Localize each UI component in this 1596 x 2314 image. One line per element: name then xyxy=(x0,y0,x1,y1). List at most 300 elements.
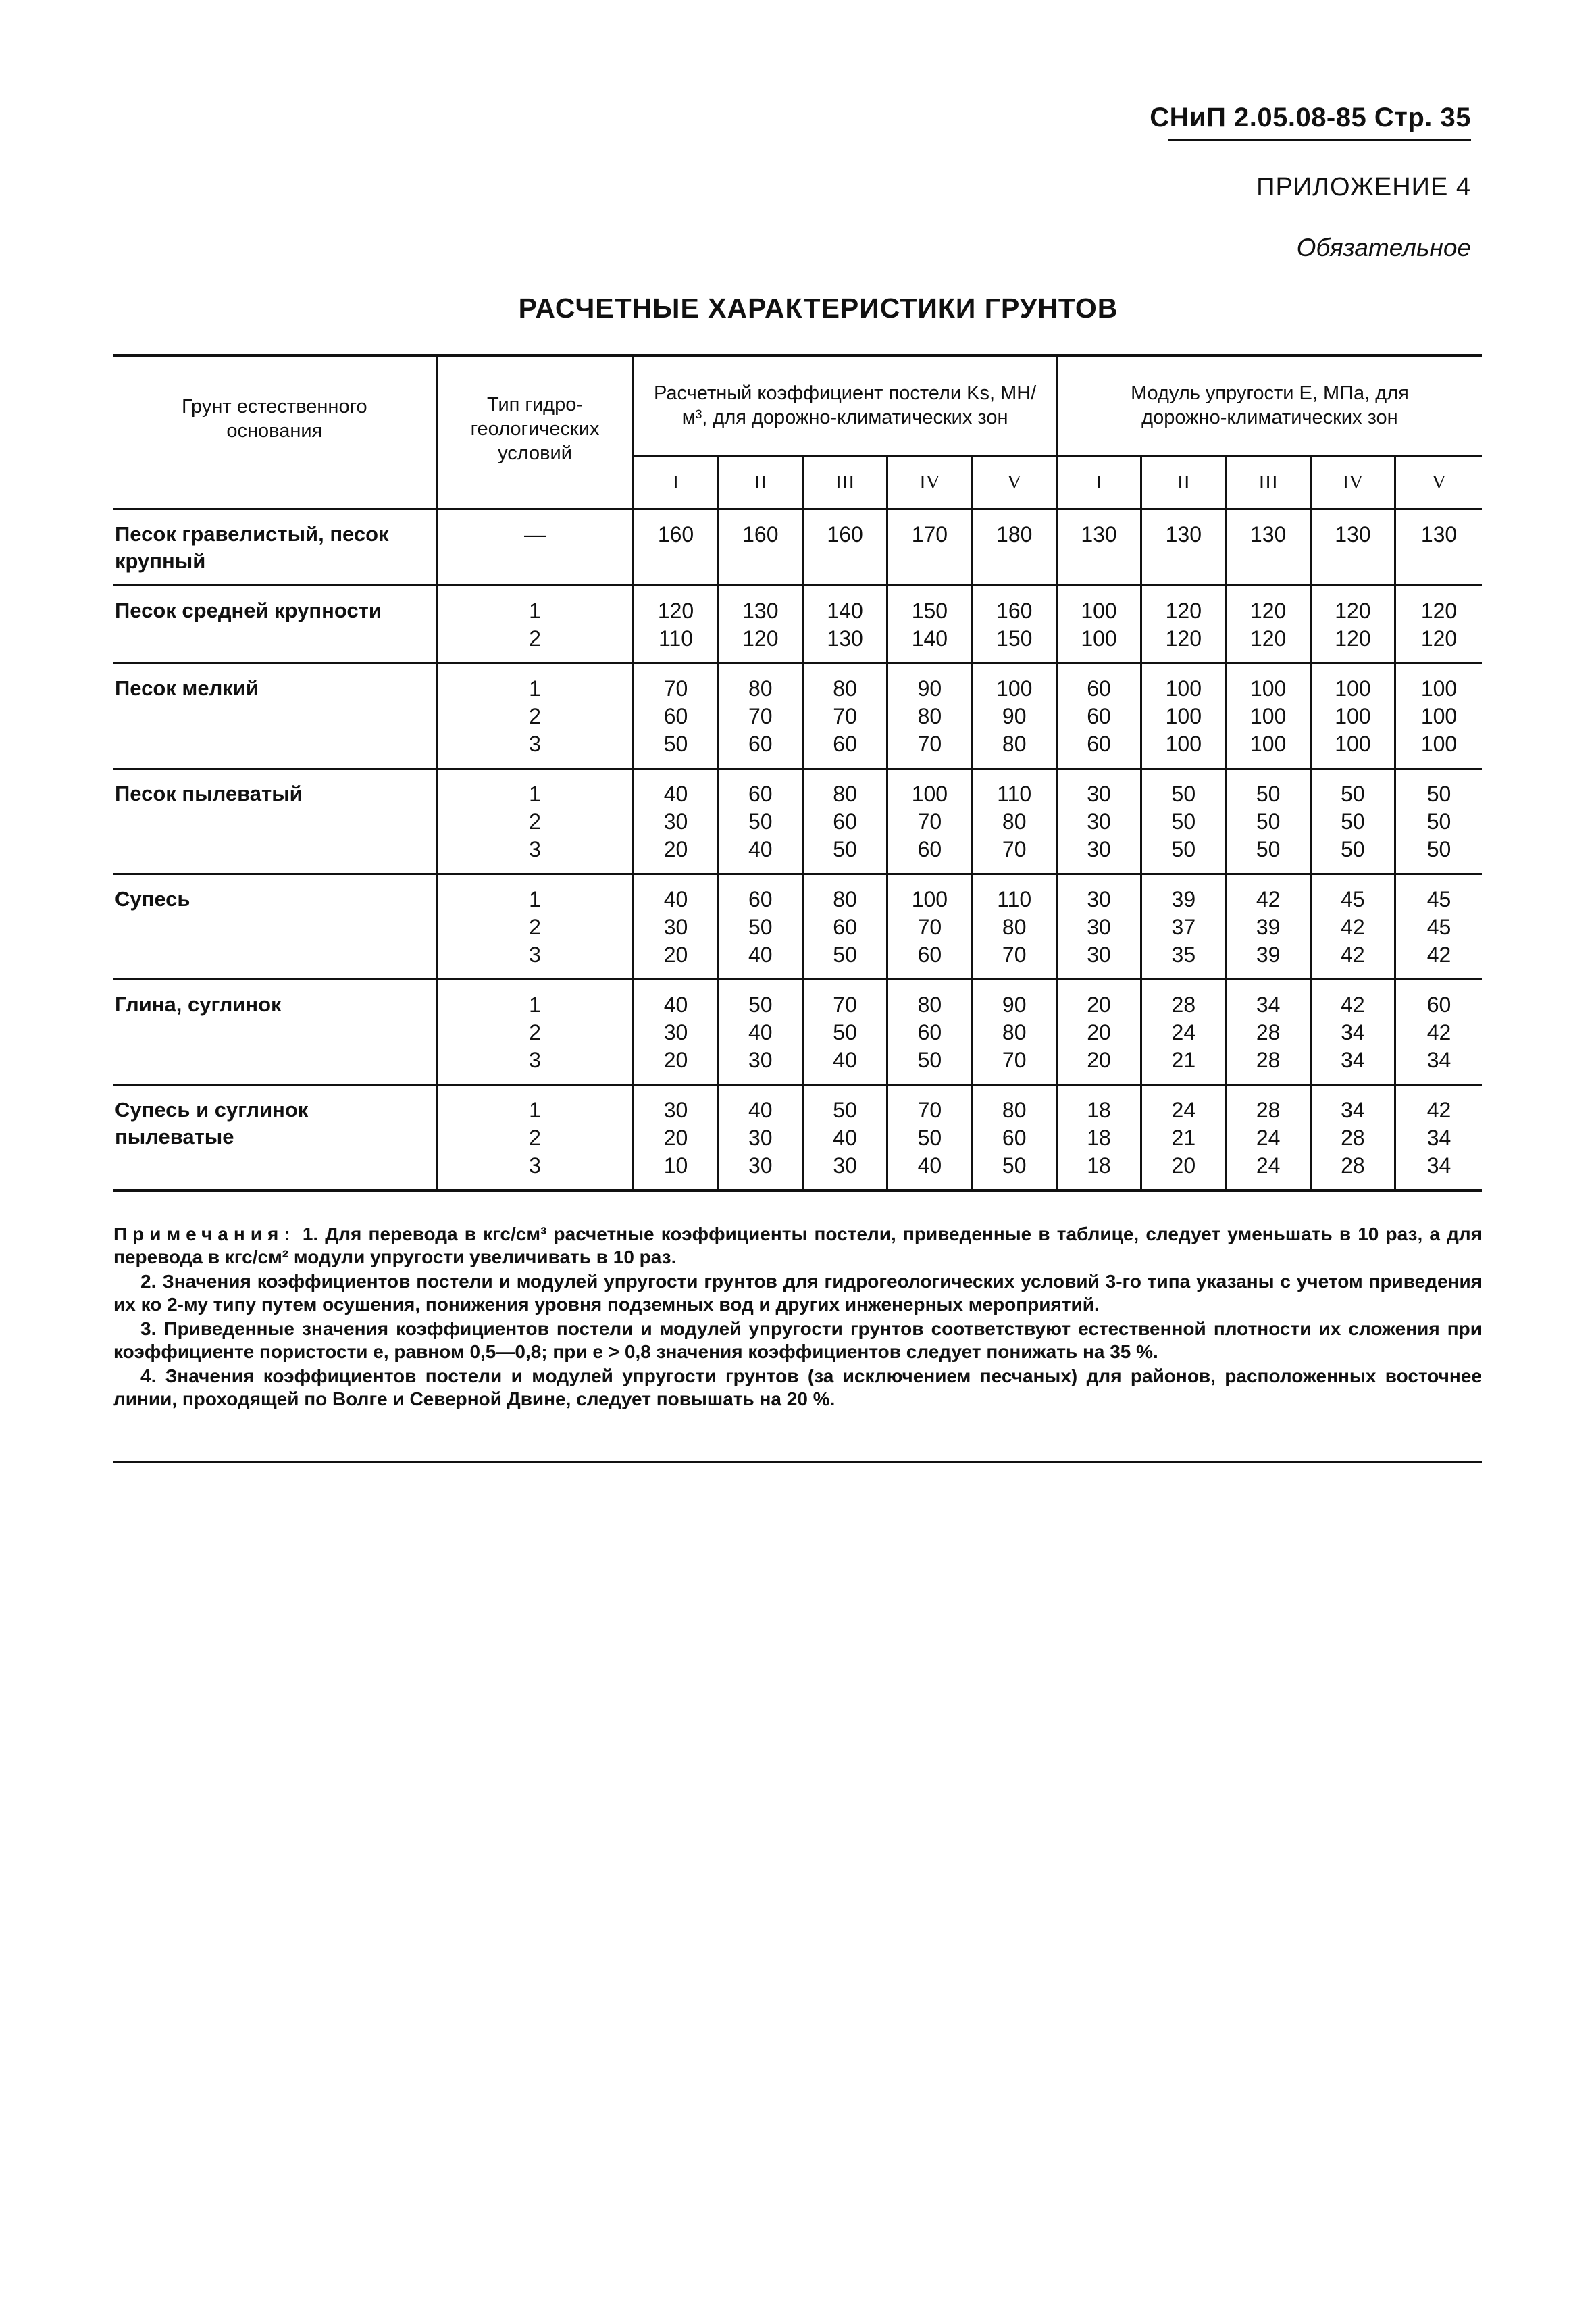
zone-header-e-2: II xyxy=(1141,455,1226,509)
ks-value: 120 xyxy=(657,598,694,623)
ks-zone-4-cell xyxy=(887,663,972,768)
e-value: 120 xyxy=(1420,626,1458,651)
table-row xyxy=(113,874,1482,979)
ks-value: 60 xyxy=(748,781,773,806)
ks-zone-1-cell xyxy=(634,874,718,979)
e-value: 18 xyxy=(1087,1153,1111,1178)
ks-value: 60 xyxy=(748,886,773,911)
e-zone-1-cell xyxy=(1056,585,1141,663)
ks-zone-3-cell xyxy=(802,1084,887,1190)
e-zone-5-cell xyxy=(1395,979,1482,1084)
ks-value: 110 xyxy=(997,781,1032,806)
ks-value: 50 xyxy=(748,914,773,939)
ks-value: 30 xyxy=(748,1125,773,1150)
e-value: 50 xyxy=(1171,781,1196,806)
e-value: 100 xyxy=(1420,676,1458,701)
ks-zone-2-cell xyxy=(718,663,802,768)
e-zone-4-cell xyxy=(1310,585,1395,663)
ks-value: 50 xyxy=(833,942,857,967)
soil-name: Супесь xyxy=(113,874,436,979)
ks-value: 50 xyxy=(833,836,857,861)
e-value: 42 xyxy=(1426,942,1451,967)
e-zone-2-cell xyxy=(1141,585,1226,663)
e-value: 42 xyxy=(1341,992,1365,1017)
soil-name: Песок пылеватый xyxy=(113,768,436,874)
ks-value: 40 xyxy=(663,886,688,911)
e-zone-5-cell xyxy=(1395,1084,1482,1190)
hydro-type-value: 3 xyxy=(529,1153,541,1178)
ks-value: 140 xyxy=(827,598,863,623)
e-value: 20 xyxy=(1087,1047,1111,1072)
e-value: 24 xyxy=(1256,1153,1281,1178)
ks-value: 100 xyxy=(911,886,948,911)
zone-header-ks-3: III xyxy=(802,455,887,509)
ks-value: 80 xyxy=(833,676,857,701)
e-zone-5-cell xyxy=(1395,874,1482,979)
ks-value: 130 xyxy=(827,626,863,651)
e-zone-1-cell xyxy=(1056,509,1141,585)
e-value: 39 xyxy=(1171,886,1196,911)
hydro-type-value: 2 xyxy=(529,626,541,651)
ks-value: 50 xyxy=(748,809,773,834)
ks-value: 60 xyxy=(917,836,942,861)
e-value: 35 xyxy=(1171,942,1196,967)
e-zone-3-cell xyxy=(1226,663,1310,768)
soil-name: Глина, суглинок xyxy=(113,979,436,1084)
ks-value: 70 xyxy=(917,914,942,939)
ks-value: 80 xyxy=(833,886,857,911)
ks-zone-3-cell xyxy=(802,768,887,874)
table-row xyxy=(113,663,1482,768)
ks-value: 140 xyxy=(911,626,948,651)
ks-value: 80 xyxy=(1002,809,1027,834)
e-value: 120 xyxy=(1335,626,1371,651)
ks-value: 90 xyxy=(1002,992,1027,1017)
soil-name: Песок гравелистый, песок крупный xyxy=(113,509,436,585)
e-zone-2-cell xyxy=(1141,509,1226,585)
ks-value: 60 xyxy=(917,942,942,967)
ks-value: 50 xyxy=(917,1047,942,1072)
ks-value: 50 xyxy=(1002,1153,1027,1178)
e-value: 34 xyxy=(1426,1153,1451,1178)
header-hydro-type: Тип гидро-геологических условий xyxy=(436,355,634,509)
appendix-label: ПРИЛОЖЕНИЕ 4 xyxy=(1256,173,1471,201)
e-value: 39 xyxy=(1256,914,1281,939)
soil-name: Песок мелкий xyxy=(113,663,436,768)
e-value: 34 xyxy=(1341,1097,1365,1122)
ks-zone-1-cell xyxy=(634,768,718,874)
e-value: 60 xyxy=(1087,703,1111,728)
e-zone-3-cell xyxy=(1226,1084,1310,1190)
ks-value: 80 xyxy=(1002,731,1027,756)
e-value: 130 xyxy=(1081,522,1117,547)
e-zone-4-cell xyxy=(1310,874,1395,979)
ks-zone-4-cell xyxy=(887,509,972,585)
ks-value: 150 xyxy=(911,598,948,623)
hydro-type-cell xyxy=(436,768,634,874)
zone-header-ks-5: V xyxy=(972,455,1056,509)
e-value: 20 xyxy=(1087,1020,1111,1045)
note-1: 1. Для перевода в кгс/см³ расчетные коэффициенты постели, приведенные в таблице, следует уменьшать в 10 раз, а для перевода в кгс/см² модули упругости увеличивать в 10 раз. xyxy=(113,1224,1483,1267)
document-reference: СНиП 2.05.08-85 Стр. 35 xyxy=(1150,103,1471,132)
e-zone-5-cell xyxy=(1395,509,1482,585)
soil-name: Супесь и суглинок пылеватые xyxy=(115,1097,309,1149)
table-row xyxy=(113,1084,1482,1190)
e-zone-1-cell xyxy=(1056,979,1141,1084)
e-value: 24 xyxy=(1171,1097,1196,1122)
zone-header-e-5: V xyxy=(1395,455,1482,509)
hydro-type-value: 3 xyxy=(529,1047,541,1072)
e-zone-5-cell xyxy=(1395,768,1482,874)
header-soil: Грунт естественного основания xyxy=(113,355,436,509)
ks-value: 30 xyxy=(663,914,688,939)
e-value: 30 xyxy=(1087,781,1111,806)
hydro-type-value: 3 xyxy=(529,836,541,861)
e-value: 120 xyxy=(1420,598,1458,623)
page-title: РАСЧЕТНЫЕ ХАРАКТЕРИСТИКИ ГРУНТОВ xyxy=(518,293,1118,324)
e-value: 50 xyxy=(1426,836,1451,861)
ks-value: 80 xyxy=(917,703,942,728)
soil-characteristics-table xyxy=(113,354,1482,1192)
e-value: 28 xyxy=(1341,1153,1365,1178)
e-value: 34 xyxy=(1426,1125,1451,1150)
e-value: 100 xyxy=(1250,703,1287,728)
ks-value: 50 xyxy=(663,731,688,756)
e-zone-4-cell xyxy=(1310,1084,1395,1190)
ks-zone-1-cell xyxy=(634,979,718,1084)
e-value: 42 xyxy=(1341,914,1365,939)
e-value: 24 xyxy=(1256,1125,1281,1150)
zone-header-e-3: III xyxy=(1226,455,1310,509)
e-value: 50 xyxy=(1256,809,1281,834)
e-value: 28 xyxy=(1341,1125,1365,1150)
e-value: 120 xyxy=(1250,626,1287,651)
hydro-type-value: 2 xyxy=(529,809,541,834)
e-zone-3-cell xyxy=(1226,874,1310,979)
e-value: 50 xyxy=(1426,809,1451,834)
e-zone-3-cell xyxy=(1226,979,1310,1084)
e-zone-4-cell xyxy=(1310,663,1395,768)
e-zone-2-cell xyxy=(1141,979,1226,1084)
e-value: 100 xyxy=(1335,731,1371,756)
e-value: 50 xyxy=(1171,836,1196,861)
ks-zone-5-cell xyxy=(972,509,1056,585)
ks-value: 50 xyxy=(748,992,773,1017)
e-value: 20 xyxy=(1171,1153,1196,1178)
ks-value: 60 xyxy=(833,809,857,834)
e-value: 50 xyxy=(1341,809,1365,834)
e-value: 30 xyxy=(1087,914,1111,939)
e-value: 18 xyxy=(1087,1097,1111,1122)
hydro-type-cell xyxy=(436,1084,634,1190)
ks-value: 70 xyxy=(748,703,773,728)
e-zone-2-cell xyxy=(1141,874,1226,979)
e-value: 100 xyxy=(1335,703,1371,728)
ks-zone-4-cell xyxy=(887,979,972,1084)
ks-value: 170 xyxy=(911,522,948,547)
ks-value: 110 xyxy=(997,886,1032,911)
ks-value: 30 xyxy=(663,1020,688,1045)
e-value: 28 xyxy=(1256,1020,1281,1045)
hydro-type-cell xyxy=(436,509,634,585)
ks-value: 60 xyxy=(1002,1125,1027,1150)
ks-value: 20 xyxy=(663,836,688,861)
e-value: 130 xyxy=(1250,522,1287,547)
e-value: 100 xyxy=(1081,626,1117,651)
ks-value: 160 xyxy=(996,598,1033,623)
ks-value: 70 xyxy=(917,731,942,756)
ks-value: 50 xyxy=(833,1097,857,1122)
ks-value: 40 xyxy=(663,992,688,1017)
e-value: 18 xyxy=(1087,1125,1111,1150)
header-ks-group: Расчетный коэффициент постели Ks, МН/м³, для дорожно-климатических зон xyxy=(634,355,1057,455)
e-zone-1-cell xyxy=(1056,874,1141,979)
ks-value: 40 xyxy=(833,1047,857,1072)
table-row xyxy=(113,509,1482,585)
ks-value: 60 xyxy=(833,914,857,939)
ks-zone-3-cell xyxy=(802,663,887,768)
ks-zone-5-cell xyxy=(972,874,1056,979)
header-rule xyxy=(1168,139,1471,141)
ks-value: 160 xyxy=(657,522,694,547)
e-value: 120 xyxy=(1335,598,1371,623)
e-value: 20 xyxy=(1087,992,1111,1017)
ks-value: 150 xyxy=(996,626,1033,651)
ks-value: 70 xyxy=(917,809,942,834)
hydro-type-value: 3 xyxy=(529,731,541,756)
hydro-type-value: 1 xyxy=(529,676,541,701)
e-zone-4-cell xyxy=(1310,979,1395,1084)
e-value: 34 xyxy=(1341,1020,1365,1045)
ks-zone-3-cell xyxy=(802,585,887,663)
ks-zone-3-cell xyxy=(802,979,887,1084)
e-value: 45 xyxy=(1426,914,1451,939)
e-value: 120 xyxy=(1165,626,1202,651)
zone-header-ks-2: II xyxy=(718,455,802,509)
e-zone-1-cell xyxy=(1056,768,1141,874)
hydro-type-value: 2 xyxy=(529,1020,541,1045)
ks-value: 40 xyxy=(748,1097,773,1122)
ks-value: 50 xyxy=(917,1125,942,1150)
header-e-group: Модуль упругости E, МПа, для дорожно-климатических зон xyxy=(1056,355,1482,455)
ks-value: 30 xyxy=(663,1097,688,1122)
e-zone-3-cell xyxy=(1226,585,1310,663)
e-zone-4-cell xyxy=(1310,509,1395,585)
hydro-type-value: 2 xyxy=(529,914,541,939)
e-value: 130 xyxy=(1335,522,1371,547)
hydro-type-cell xyxy=(436,585,634,663)
e-value: 42 xyxy=(1256,886,1281,911)
ks-value: 100 xyxy=(911,781,948,806)
e-value: 100 xyxy=(1081,598,1117,623)
e-value: 100 xyxy=(1165,703,1202,728)
ks-zone-2-cell xyxy=(718,1084,802,1190)
ks-value: 60 xyxy=(917,1020,942,1045)
ks-value: 30 xyxy=(748,1153,773,1178)
e-value: 42 xyxy=(1341,942,1365,967)
hydro-type-value: 2 xyxy=(529,1125,541,1150)
ks-zone-1-cell xyxy=(634,1084,718,1190)
hydro-type-value: 1 xyxy=(529,886,541,911)
ks-zone-3-cell xyxy=(802,509,887,585)
e-zone-2-cell xyxy=(1141,663,1226,768)
hydro-type-value: 1 xyxy=(529,992,541,1017)
ks-value: 30 xyxy=(833,1153,857,1178)
e-value: 130 xyxy=(1420,522,1458,547)
ks-value: 90 xyxy=(1002,703,1027,728)
hydro-type-value: 1 xyxy=(529,1097,541,1122)
soil-name: Песок средней крупности xyxy=(113,585,436,663)
ks-value: 70 xyxy=(833,703,857,728)
hydro-type-cell xyxy=(436,874,634,979)
ks-value: 80 xyxy=(833,781,857,806)
note-4: 4. Значения коэффициентов постели и модулей упругости грунтов (за исключением песчаных) для районов, расположенных восточнее линии, проходящей по Волге и Северной Двине, следует повышать на 20 %. xyxy=(113,1365,1482,1409)
e-zone-1-cell xyxy=(1056,1084,1141,1190)
e-zone-1-cell xyxy=(1056,663,1141,768)
e-value: 28 xyxy=(1256,1097,1281,1122)
ks-zone-1-cell xyxy=(634,585,718,663)
ks-zone-5-cell xyxy=(972,979,1056,1084)
hydro-type-value: — xyxy=(524,522,546,547)
e-value: 21 xyxy=(1171,1125,1196,1150)
hydro-type-value: 2 xyxy=(529,703,541,728)
note-3: 3. Приведенные значения коэффициентов постели и модулей упругости грунтов соответствуют естественной плотности их сложения при коэффициенте пористости e, равном 0,5—0,8; при e > 0,8 значения коэффициентов следует понижать на 35 %. xyxy=(113,1318,1482,1362)
ks-zone-2-cell xyxy=(718,874,802,979)
e-zone-5-cell xyxy=(1395,585,1482,663)
ks-value: 80 xyxy=(917,992,942,1017)
e-value: 34 xyxy=(1426,1047,1451,1072)
ks-zone-4-cell xyxy=(887,1084,972,1190)
zone-header-e-4: IV xyxy=(1310,455,1395,509)
ks-zone-4-cell xyxy=(887,874,972,979)
e-value: 100 xyxy=(1420,703,1458,728)
ks-value: 60 xyxy=(663,703,688,728)
hydro-type-value: 1 xyxy=(529,598,541,623)
ks-value: 80 xyxy=(1002,1097,1027,1122)
ks-value: 70 xyxy=(1002,836,1027,861)
ks-value: 70 xyxy=(663,676,688,701)
e-value: 60 xyxy=(1087,731,1111,756)
e-value: 130 xyxy=(1165,522,1202,547)
ks-value: 70 xyxy=(833,992,857,1017)
e-value: 100 xyxy=(1250,731,1287,756)
e-zone-4-cell xyxy=(1310,768,1395,874)
e-value: 42 xyxy=(1426,1097,1451,1122)
ks-zone-2-cell xyxy=(718,768,802,874)
e-value: 60 xyxy=(1087,676,1111,701)
ks-value: 70 xyxy=(1002,942,1027,967)
e-value: 100 xyxy=(1165,676,1202,701)
e-value: 30 xyxy=(1087,836,1111,861)
e-value: 39 xyxy=(1256,942,1281,967)
ks-value: 110 xyxy=(659,626,694,651)
ks-value: 40 xyxy=(833,1125,857,1150)
e-value: 50 xyxy=(1341,836,1365,861)
ks-zone-2-cell xyxy=(718,585,802,663)
e-value: 24 xyxy=(1171,1020,1196,1045)
e-value: 60 xyxy=(1426,992,1451,1017)
bottom-rule xyxy=(113,1461,1482,1463)
zone-header-e-1: I xyxy=(1056,455,1141,509)
e-zone-2-cell xyxy=(1141,768,1226,874)
e-value: 120 xyxy=(1250,598,1287,623)
e-zone-3-cell xyxy=(1226,509,1310,585)
e-value: 34 xyxy=(1341,1047,1365,1072)
e-value: 45 xyxy=(1341,886,1365,911)
e-zone-3-cell xyxy=(1226,768,1310,874)
e-value: 42 xyxy=(1426,1020,1451,1045)
table-row xyxy=(113,979,1482,1084)
ks-zone-5-cell xyxy=(972,768,1056,874)
table-row xyxy=(113,768,1482,874)
e-zone-5-cell xyxy=(1395,663,1482,768)
ks-value: 130 xyxy=(742,598,779,623)
ks-value: 120 xyxy=(742,626,779,651)
e-value: 30 xyxy=(1087,942,1111,967)
e-value: 45 xyxy=(1426,886,1451,911)
e-value: 50 xyxy=(1426,781,1451,806)
e-value: 100 xyxy=(1165,731,1202,756)
e-value: 21 xyxy=(1171,1047,1196,1072)
ks-value: 160 xyxy=(742,522,779,547)
ks-value: 180 xyxy=(996,522,1033,547)
notes-section xyxy=(113,1223,1482,1412)
ks-value: 20 xyxy=(663,942,688,967)
e-value: 50 xyxy=(1341,781,1365,806)
ks-zone-4-cell xyxy=(887,768,972,874)
ks-value: 70 xyxy=(1002,1047,1027,1072)
ks-value: 10 xyxy=(663,1153,688,1178)
ks-zone-1-cell xyxy=(634,663,718,768)
ks-value: 60 xyxy=(833,731,857,756)
e-value: 50 xyxy=(1171,809,1196,834)
ks-value: 80 xyxy=(748,676,773,701)
e-value: 28 xyxy=(1171,992,1196,1017)
e-value: 100 xyxy=(1250,676,1287,701)
ks-value: 20 xyxy=(663,1125,688,1150)
ks-value: 50 xyxy=(833,1020,857,1045)
hydro-type-cell xyxy=(436,663,634,768)
e-value: 30 xyxy=(1087,809,1111,834)
e-value: 50 xyxy=(1256,781,1281,806)
e-value: 120 xyxy=(1165,598,1202,623)
ks-value: 30 xyxy=(663,809,688,834)
ks-value: 40 xyxy=(748,836,773,861)
ks-value: 20 xyxy=(663,1047,688,1072)
ks-value: 70 xyxy=(917,1097,942,1122)
e-value: 28 xyxy=(1256,1047,1281,1072)
mandatory-label: Обязательное xyxy=(1296,234,1471,261)
ks-value: 30 xyxy=(748,1047,773,1072)
ks-value: 40 xyxy=(748,1020,773,1045)
ks-zone-5-cell xyxy=(972,1084,1056,1190)
e-zone-2-cell xyxy=(1141,1084,1226,1190)
zone-header-ks-1: I xyxy=(634,455,718,509)
ks-zone-2-cell xyxy=(718,979,802,1084)
ks-value: 60 xyxy=(748,731,773,756)
ks-value: 80 xyxy=(1002,914,1027,939)
ks-value: 40 xyxy=(748,942,773,967)
hydro-type-cell xyxy=(436,979,634,1084)
e-value: 100 xyxy=(1420,731,1458,756)
ks-zone-4-cell xyxy=(887,585,972,663)
ks-zone-5-cell xyxy=(972,663,1056,768)
note-2: 2. Значения коэффициентов постели и модулей упругости грунтов для гидрогеологических условий 3-го типа указаны с учетом приведения их ко 2-му типу путем осушения, понижения уровня подземных вод и других инженерных мероприятий. xyxy=(113,1271,1482,1315)
hydro-type-value: 3 xyxy=(529,942,541,967)
e-value: 34 xyxy=(1256,992,1281,1017)
ks-value: 80 xyxy=(1002,1020,1027,1045)
e-value: 50 xyxy=(1256,836,1281,861)
